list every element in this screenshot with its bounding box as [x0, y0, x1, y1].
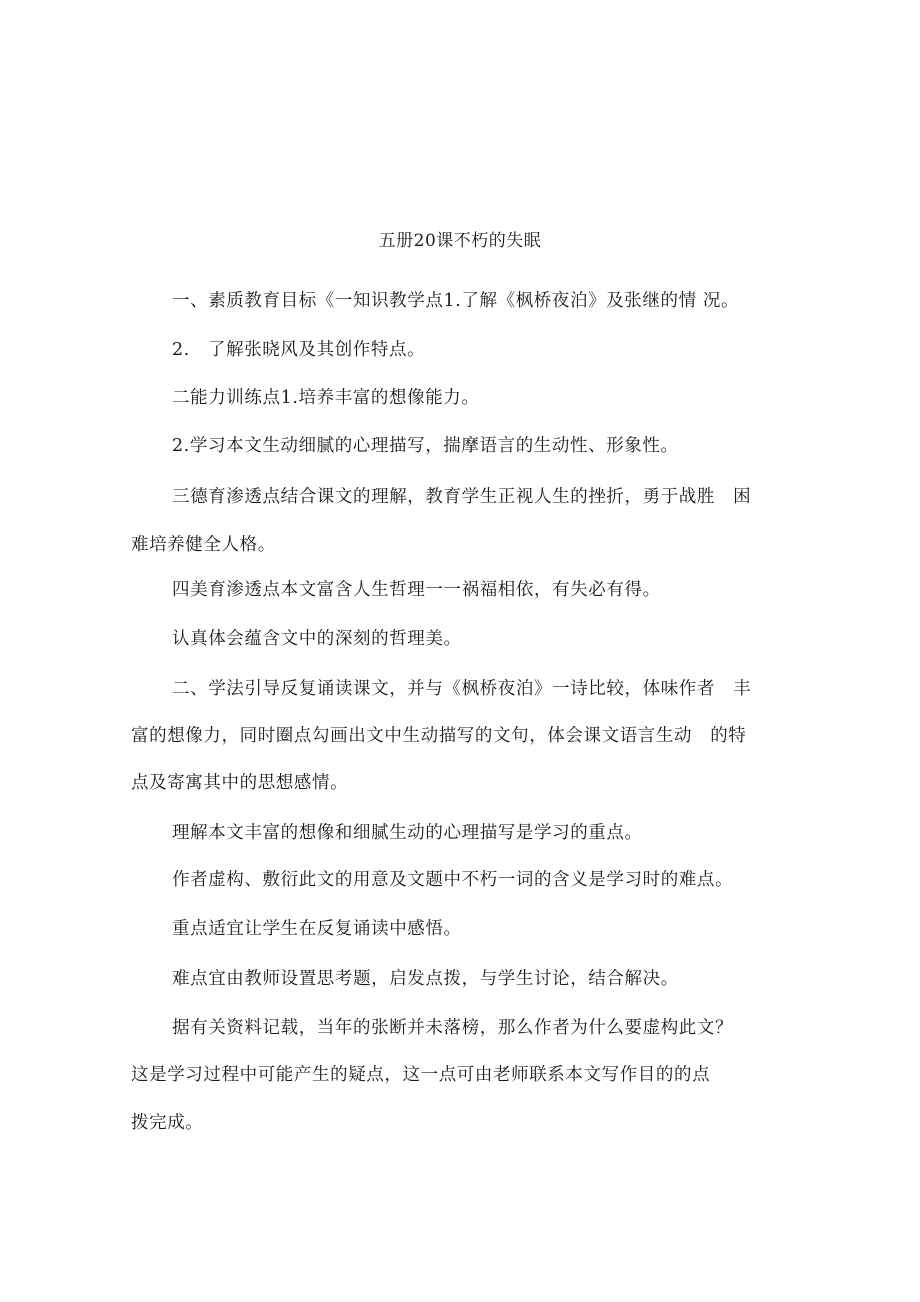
paragraph-line: 拨完成。	[131, 1113, 204, 1133]
paragraph-line: 作者虚构、敷衍此文的用意及文题中不朽一词的含义是学习时的难点。	[172, 870, 734, 890]
paragraph-line: 二能力训练点1.培养丰富的想像能力。	[172, 388, 480, 408]
paragraph-line: 三德育渗透点结合课文的理解，教育学生正视人生的挫折，勇于战胜 困	[172, 487, 752, 507]
paragraph-line: 难培养健全人格。	[131, 535, 276, 555]
paragraph-line: 这是学习过程中可能产生的疑点，这一点可由老师联系本文写作目的的点	[131, 1065, 711, 1085]
paragraph-line: 一、素质教育目标《一知识教学点1.了解《枫桥夜泊》及张继的情 况。	[172, 291, 740, 311]
paragraph-line: 点及寄寓其中的思想感情。	[131, 773, 349, 793]
paragraph-line: 据有关资料记载，当年的张断并未落榜，那么作者为什么要虚构此文？	[172, 1018, 734, 1038]
paragraph-line: 认真体会蕴含文中的深刻的哲理美。	[172, 629, 462, 649]
paragraph-line: 重点适宜让学生在反复诵读中感悟。	[172, 919, 462, 939]
paragraph-line: 2. 了解张晓风及其创作特点。	[172, 340, 426, 360]
paragraph-line: 2.学习本文生动细腻的心理描写，揣摩语言的生动性、形象性。	[172, 436, 679, 456]
paragraph-line: 理解本文丰富的想像和细腻生动的心理描写是学习的重点。	[172, 823, 643, 843]
document-title: 五册20课不朽的失眠	[378, 231, 542, 251]
paragraph-line: 四美育渗透点本文富含人生哲理一一祸福相依，有失必有得。	[172, 580, 661, 600]
paragraph-line: 二、学法引导反复诵读课文，并与《枫桥夜泊》一诗比较，体味作者 丰	[172, 679, 752, 699]
paragraph-line: 富的想像力，同时圈点勾画出文中生动描写的文句，体会课文语言生动 的特	[131, 726, 747, 746]
paragraph-line: 难点宜由教师设置思考题，启发点拨，与学生讨论，结合解决。	[172, 969, 679, 989]
